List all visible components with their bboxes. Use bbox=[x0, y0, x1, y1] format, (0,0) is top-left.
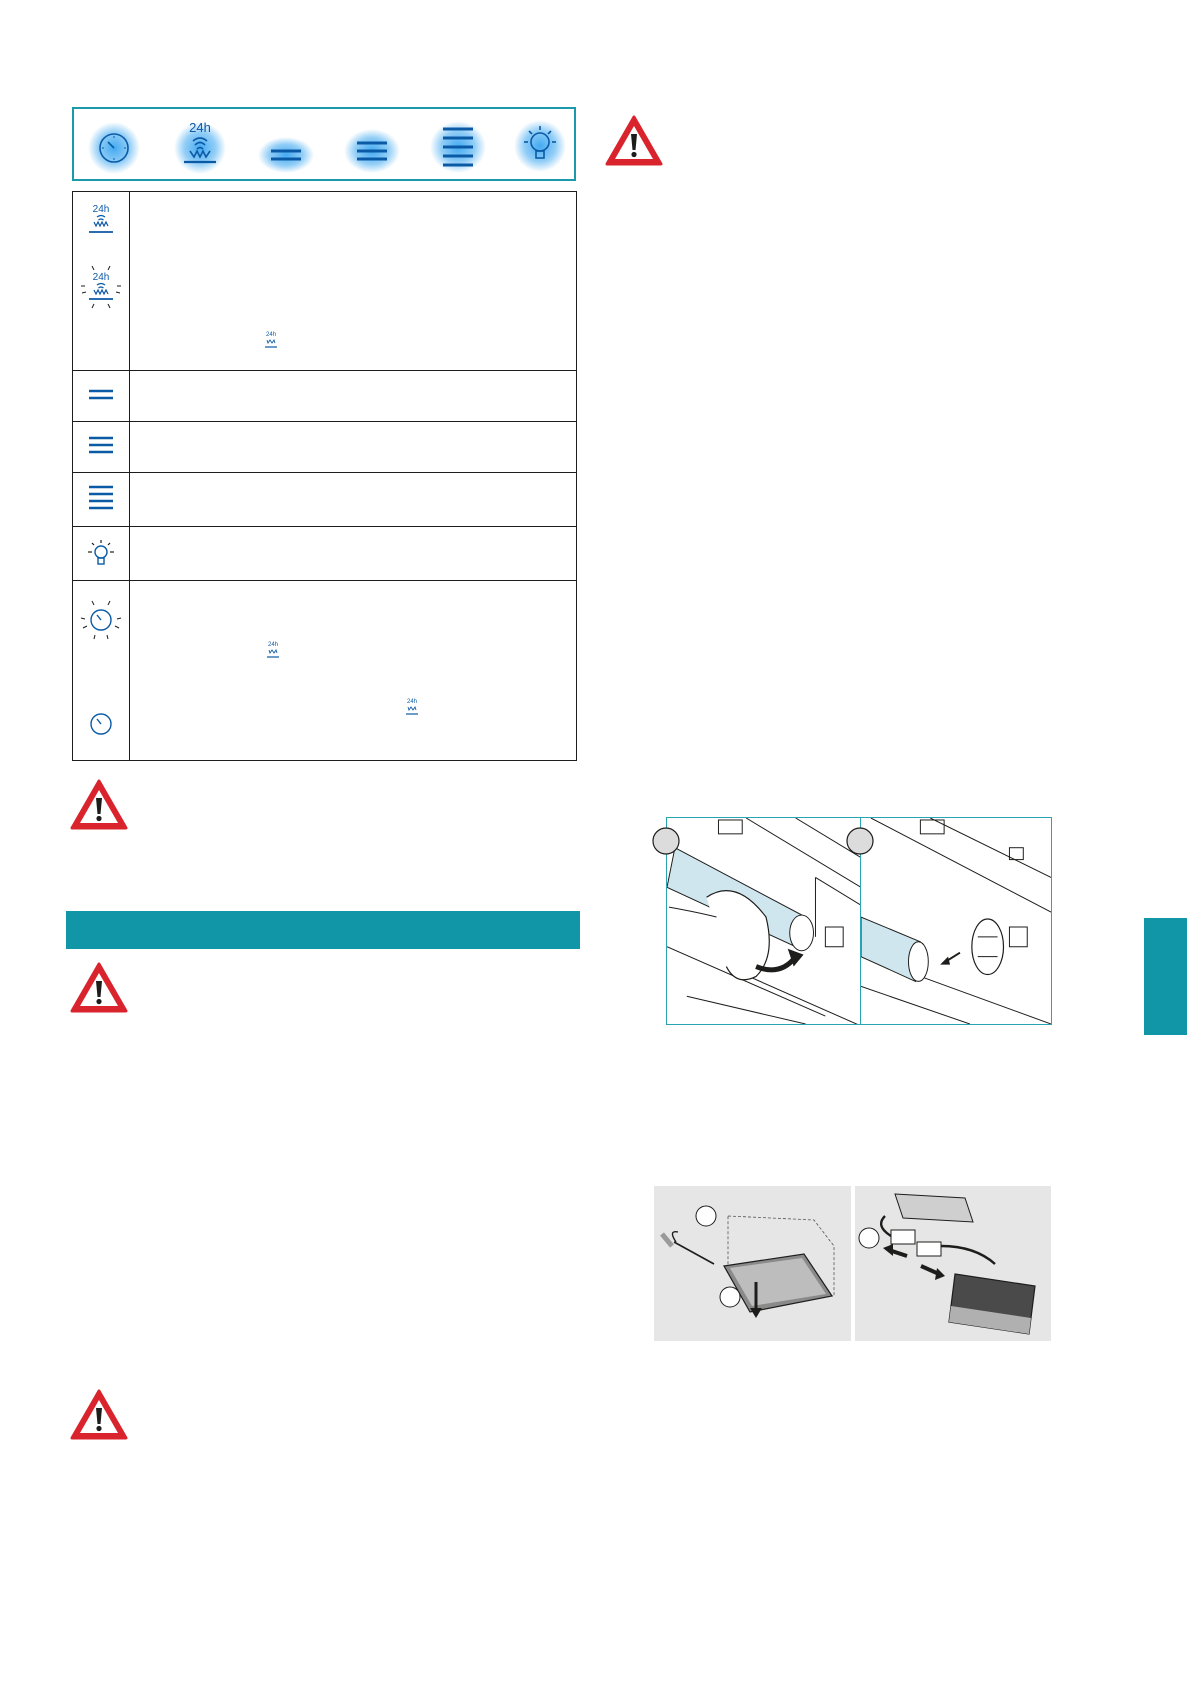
speed-3-button[interactable] bbox=[426, 115, 490, 175]
callout-circle bbox=[651, 826, 681, 856]
warning-icon bbox=[69, 778, 129, 832]
warning-icon bbox=[69, 1388, 129, 1442]
timer-blinking-icon bbox=[79, 598, 123, 642]
filter-24h-icon bbox=[263, 330, 279, 350]
timer-icon bbox=[87, 710, 115, 738]
filter-24h-icon bbox=[404, 697, 420, 717]
row-divider bbox=[73, 526, 576, 527]
filter-24h-label: 24h bbox=[189, 120, 211, 135]
row-divider bbox=[73, 421, 576, 422]
speed-2-icon bbox=[340, 115, 404, 175]
light-bulb-icon bbox=[508, 115, 572, 175]
svg-text:24h: 24h bbox=[265, 332, 277, 338]
svg-text:24h: 24h bbox=[92, 272, 110, 283]
filter-24h-button[interactable] bbox=[168, 115, 232, 175]
figure-led-remove bbox=[654, 1186, 851, 1341]
speed-2-icon bbox=[87, 435, 115, 457]
filter-24h-blinking-icon bbox=[79, 264, 123, 314]
control-panel bbox=[72, 107, 576, 181]
table-divider bbox=[129, 192, 130, 760]
filter-24h-icon bbox=[265, 640, 281, 660]
speed-1-icon bbox=[87, 387, 115, 403]
svg-text:24h: 24h bbox=[92, 204, 110, 215]
speed-3-icon bbox=[87, 484, 115, 516]
row-divider bbox=[73, 580, 576, 581]
figure-led-disconnect bbox=[855, 1186, 1051, 1341]
light-bulb-icon bbox=[84, 538, 118, 570]
speed-2-button[interactable] bbox=[340, 115, 404, 175]
figure-light-insert bbox=[860, 817, 1052, 1025]
figure-light-remove bbox=[666, 817, 862, 1025]
filter-24h-icon bbox=[168, 115, 232, 175]
speed-1-button[interactable] bbox=[254, 115, 318, 175]
legend-table bbox=[72, 191, 577, 761]
timer-button[interactable] bbox=[82, 115, 146, 175]
speed-1-icon bbox=[254, 115, 318, 175]
section-header-bar bbox=[66, 911, 580, 949]
svg-text:24h: 24h bbox=[267, 642, 279, 648]
speed-3-icon bbox=[426, 115, 490, 175]
light-button[interactable] bbox=[508, 115, 572, 175]
row-divider bbox=[73, 370, 576, 371]
warning-icon bbox=[604, 114, 664, 168]
chapter-tab bbox=[1144, 918, 1187, 1035]
row-divider bbox=[73, 472, 576, 473]
svg-text:24h: 24h bbox=[406, 699, 418, 705]
filter-24h-icon bbox=[85, 202, 117, 238]
callout-circle bbox=[845, 826, 875, 856]
warning-icon bbox=[69, 961, 129, 1015]
timer-icon bbox=[82, 115, 146, 175]
